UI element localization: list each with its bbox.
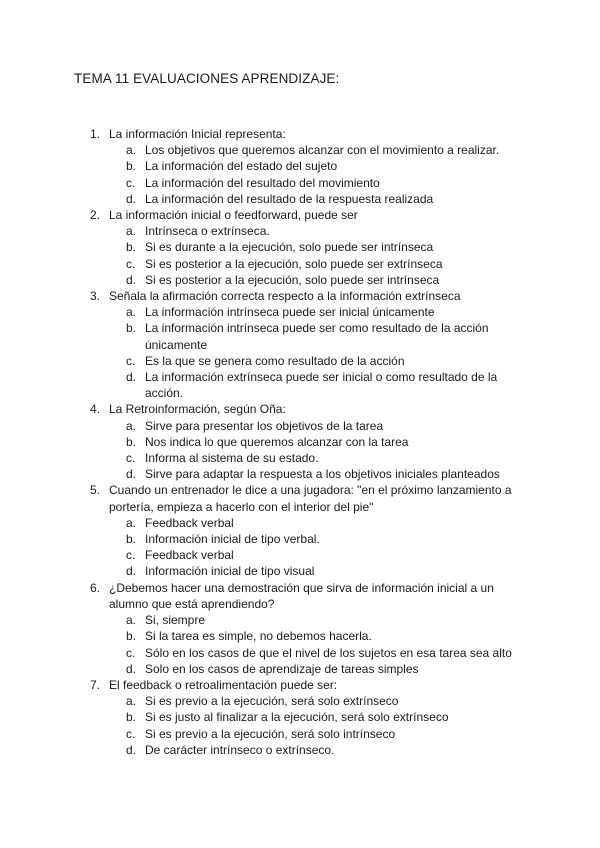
option-text: La información extrínseca puede ser inicial o como resultado de la acción. <box>145 370 498 401</box>
option-text: Sirve para presentar los objetivos de la tarea <box>145 418 384 433</box>
option-letter: b. <box>126 629 137 644</box>
question-item <box>0 580 600 612</box>
question-number: 1. <box>90 127 101 141</box>
option-letter: b. <box>126 321 137 336</box>
question-item <box>0 482 600 514</box>
option-letter: c. <box>126 256 136 271</box>
option-text: Si, siempre <box>145 613 206 628</box>
answer-option <box>0 158 600 174</box>
option-text: De carácter intrínseco o extrínseco. <box>145 742 335 757</box>
option-letter: a. <box>126 694 137 709</box>
answer-option <box>0 191 600 207</box>
question-item <box>0 288 600 304</box>
option-letter: a. <box>126 143 137 158</box>
question-list <box>0 126 600 758</box>
option-text: Si es durante a la ejecución, solo puede ser intrínseca <box>145 240 434 255</box>
option-letter: d. <box>126 661 137 676</box>
answer-option <box>0 693 600 709</box>
option-text: Los objetivos que queremos alcanzar con el movimiento a realizar. <box>145 143 500 158</box>
option-text: Solo en los casos de aprendizaje de tareas simples <box>145 661 419 676</box>
option-letter: c. <box>126 353 136 368</box>
question-text: La información inicial o feedforward, puede ser <box>109 208 358 223</box>
option-text: Sirve para adaptar la respuesta a los objetivos iniciales planteados <box>145 467 500 482</box>
option-text: La información del resultado de la respuesta realizada <box>145 191 434 206</box>
question-text: La información Inicial representa: <box>109 127 286 141</box>
question-text: El feedback o retroalimentación puede ser: <box>109 677 338 692</box>
answer-option <box>0 531 600 547</box>
option-text: Si es posterior a la ejecución, solo puede ser intrínseca <box>145 272 440 287</box>
question-text: Cuando un entrenador le dice a una jugadora: "en el próximo lanzamiento a portería, empieza a hacerlo con el interior del pie" <box>109 483 512 514</box>
option-letter: d. <box>126 467 137 482</box>
option-text: Si es posterior a la ejecución, solo puede ser extrínseca <box>145 256 443 271</box>
option-text: La información intrínseca puede ser como resultado de la acción únicamente <box>145 321 489 352</box>
question-number: 2. <box>90 208 101 223</box>
question-number: 3. <box>90 289 101 304</box>
option-text: La información del resultado del movimiento <box>145 175 380 190</box>
option-text: Informa al sistema de su estado. <box>145 451 319 466</box>
option-text: Feedback verbal <box>145 515 234 530</box>
option-text: Si la tarea es simple, no debemos hacerla. <box>145 629 372 644</box>
question-text: Señala la afirmación correcta respecto a la información extrínseca <box>109 289 461 304</box>
question-item <box>0 401 600 417</box>
answer-option <box>0 612 600 628</box>
answer-option <box>0 466 600 482</box>
option-text: Si es justo al finalizar a la ejecución, será solo extrínseco <box>145 710 449 725</box>
option-text: Sólo en los casos de que el nivel de los sujetos en esa tarea sea alto <box>145 645 512 660</box>
answer-option <box>0 175 600 191</box>
answer-option <box>0 320 600 352</box>
option-letter: c. <box>126 548 136 563</box>
option-text: Nos indica lo que queremos alcanzar con la tarea <box>145 434 409 449</box>
answer-option <box>0 353 600 369</box>
question-number: 6. <box>90 580 101 595</box>
document-title: TEMA 11 EVALUACIONES APRENDIZAJE: <box>74 71 340 86</box>
answer-option <box>0 256 600 272</box>
answer-option <box>0 418 600 434</box>
option-letter: d. <box>126 191 137 206</box>
answer-option <box>0 709 600 725</box>
option-letter: a. <box>126 418 137 433</box>
option-text: Es la que se genera como resultado de la acción <box>145 353 405 368</box>
option-letter: b. <box>126 159 137 174</box>
option-letter: d. <box>126 370 137 385</box>
option-letter: a. <box>126 613 137 628</box>
answer-option <box>0 563 600 579</box>
option-letter: a. <box>126 224 137 239</box>
question-text: La Retroinformación, según Oña: <box>109 402 286 417</box>
question-number: 7. <box>90 677 101 692</box>
option-text: Si es previo a la ejecución, será solo intrínseco <box>145 726 396 741</box>
option-letter: c. <box>126 645 136 660</box>
answer-option <box>0 547 600 563</box>
answer-option <box>0 304 600 320</box>
answer-option <box>0 515 600 531</box>
option-letter: d. <box>126 272 137 287</box>
option-text: Información inicial de tipo verbal. <box>145 532 320 547</box>
option-letter: b. <box>126 240 137 255</box>
answer-option <box>0 450 600 466</box>
option-letter: d. <box>126 742 137 757</box>
question-number: 5. <box>90 483 101 498</box>
answer-option <box>0 239 600 255</box>
option-letter: b. <box>126 532 137 547</box>
answer-option <box>0 726 600 742</box>
option-letter: d. <box>126 564 137 579</box>
option-text: Intrínseca o extrínseca. <box>145 224 270 239</box>
option-text: Información inicial de tipo visual <box>145 564 315 579</box>
option-letter: a. <box>126 305 137 320</box>
answer-option <box>0 223 600 239</box>
answer-option <box>0 434 600 450</box>
answer-option <box>0 369 600 401</box>
answer-option <box>0 142 600 158</box>
answer-option <box>0 742 600 758</box>
option-letter: b. <box>126 434 137 449</box>
option-letter: c. <box>126 726 136 741</box>
option-text: Feedback verbal <box>145 548 234 563</box>
option-letter: a. <box>126 515 137 530</box>
question-text: ¿Debemos hacer una demostración que sirva de información inicial a un alumno que está aprendiendo? <box>109 580 494 611</box>
question-item <box>0 207 600 223</box>
answer-option <box>0 661 600 677</box>
answer-option <box>0 645 600 661</box>
option-text: La información intrínseca puede ser inicial únicamente <box>145 305 435 320</box>
question-item <box>0 126 600 142</box>
option-letter: b. <box>126 710 137 725</box>
option-text: Si es previo a la ejecución, será solo extrínseco <box>145 694 399 709</box>
option-letter: c. <box>126 175 136 190</box>
question-number: 4. <box>90 402 101 417</box>
question-item <box>0 677 600 693</box>
answer-option <box>0 628 600 644</box>
option-text: La información del estado del sujeto <box>145 159 338 174</box>
answer-option <box>0 272 600 288</box>
option-letter: c. <box>126 451 136 466</box>
